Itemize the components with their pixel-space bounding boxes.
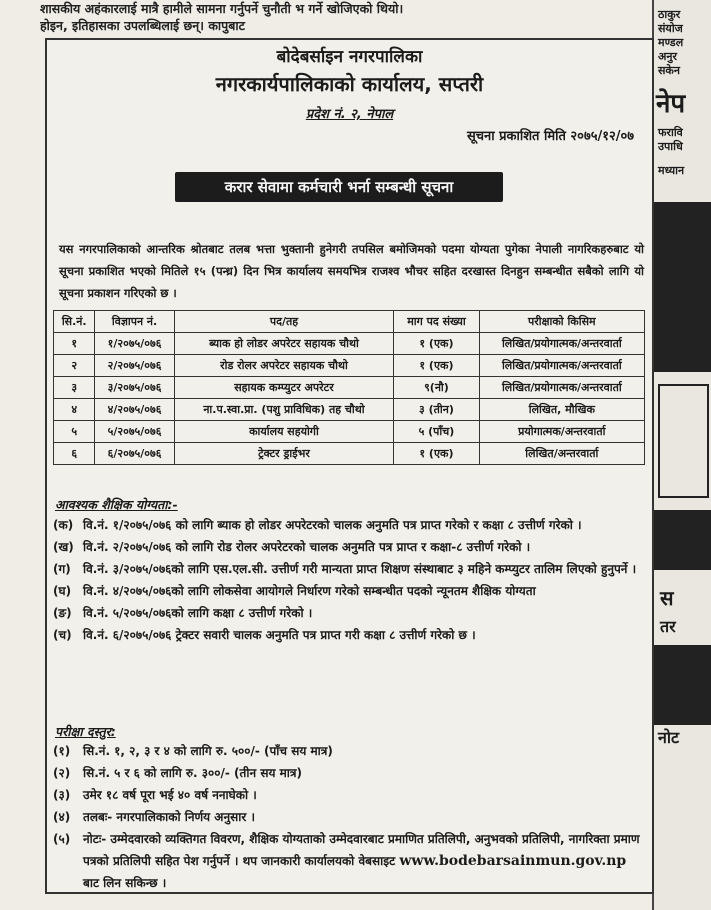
table-cell: ६/२०७५/०७६ (95, 443, 174, 465)
qualification-item (53, 536, 645, 558)
table-cell: १ (एक) (394, 355, 479, 377)
column-text: नोट (658, 728, 680, 747)
table-cell: लिखित/अन्तरवार्ता (479, 443, 644, 465)
header-cell: विज्ञापन नं. (95, 311, 174, 333)
item-text: वि.नं. ६/२०७५/०७६ ट्रेक्टर सवारी चालक अनुमति पत्र प्राप्त गरी कक्षा ८ उत्तीर्ण गरेको छ । (83, 628, 476, 642)
table-cell: सहायक कम्प्युटर अपरेटर (174, 377, 394, 399)
advertisement-block (654, 510, 711, 570)
fragment-line: शासकीय अहंकारलाई मात्रै हामीले सामना गर्नुपर्ने चुनौती भ गर्ने खोजिएको थियो। (40, 1, 404, 16)
fee-heading: परीक्षा दस्तुर: (55, 724, 116, 739)
item-label: (क) (53, 518, 74, 532)
table-cell: १/२०७५/०७६ (95, 333, 174, 355)
item-text: वि.नं. २/२०७५/०७६ को लागि रोड रोलर अपरेटरको चालक अनुमति पत्र प्राप्त र कक्षा-८ उत्तीर्ण गरेको । (83, 540, 531, 554)
header-cell: पद/तह (174, 311, 394, 333)
column-text: ठाकुर (658, 8, 681, 21)
fee-item (53, 762, 645, 784)
publication-date: सूचना प्रकाशित मिति २०७५/१२/०७ (466, 129, 634, 144)
qualification-item (53, 514, 645, 536)
note-text: नोटः- उम्मेदवारको व्यक्तिगत विवरण, शैक्षिक योग्यताको उम्मेदवारबाट प्रमाणित प्रतिलिपी, अनुभवको प्रतिलिपी, नागरिक्ता प्रमाण पत्रको प्रतिलिपी सहित पेश गर्नुपर्ने । थप जानकारी कार्यालयको वेबसाइट (83, 832, 640, 868)
table-row (54, 333, 645, 355)
item-label: (२) (53, 766, 71, 780)
note-tail: बाट लिन सकिन्छ । (83, 876, 167, 890)
office-name: नगरकार्यपालिकाको कार्यालय, सप्तरी (215, 72, 484, 96)
item-label: (च) (53, 628, 72, 642)
table-cell: प्रयोगात्मक/अन्तरवार्ता (479, 421, 644, 443)
qualification-item (53, 558, 645, 580)
column-text: सकेन (658, 64, 680, 77)
fee-item (53, 806, 645, 828)
table-cell: लिखित, मौखिक (479, 399, 644, 421)
table-cell: ५ (54, 421, 95, 443)
municipality-name: बोदेबर्साइन नगरपालिका (276, 47, 423, 67)
item-text: वि.नं. १/२०७५/०७६ को लागि ब्याक हो लोडर अपरेटरको चालक अनुमति पत्र प्राप्त गरेको र कक्षा ८ उत्तीर्ण गरेको । (83, 518, 582, 532)
table-cell: ३ (तीन) (394, 399, 479, 421)
item-text: वि.नं. ४/२०७५/०७६को लागि लोकसेवा आयोगले निर्धारण गरेको सम्बन्धीत पदको न्यूनतम शैक्षिक योग्यता (83, 584, 536, 598)
item-label: (४) (53, 810, 71, 824)
qualification-item (53, 624, 645, 646)
table-row (54, 443, 645, 465)
table-header-row (54, 311, 645, 333)
table-cell: ४/२०७५/०७६ (95, 399, 174, 421)
table-cell: २/२०७५/०७६ (95, 355, 174, 377)
table-cell: १ (एक) (394, 333, 479, 355)
item-text: सि.नं. १, २, ३ र ४ को लागि रु. ५००/- (पाँच सय मात्र) (83, 744, 333, 758)
fee-item (53, 740, 645, 762)
table-cell: ३ (54, 377, 95, 399)
item-text: उमेर १८ वर्ष पूरा भई ४० वर्ष ननाघेको । (83, 788, 257, 802)
note-label: (५) (53, 832, 71, 846)
column-text: संयोज (658, 22, 683, 35)
table-row (54, 421, 645, 443)
column-text: उपाधि (658, 140, 683, 153)
table-cell: ५/२०७५/०७६ (95, 421, 174, 443)
column-text: फरावि (658, 126, 683, 139)
table-cell: ट्रेक्टर ड्राईभर (174, 443, 394, 465)
province-line: प्रदेश नं. २, नेपाल (305, 107, 394, 122)
column-label: स (660, 586, 674, 610)
item-label: (१) (53, 744, 71, 758)
table-cell: १ (54, 333, 95, 355)
table-cell: ६ (54, 443, 95, 465)
item-text: तलबः- नगरपालिकाको निर्णय अनुसार । (83, 810, 255, 824)
column-headline: नेप (656, 89, 686, 119)
table-cell: ४ (54, 399, 95, 421)
fee-list (53, 740, 645, 828)
fragment-line: होइन, इतिहासका उपलब्धिलाई छन्। कापुबाट (40, 18, 245, 33)
item-label: (३) (53, 788, 71, 802)
vacancy-table (53, 310, 645, 465)
table-row (54, 355, 645, 377)
table-row (54, 399, 645, 421)
adjacent-column (652, 0, 711, 910)
table-cell: लिखित/प्रयोगात्मक/अन्तरवार्ता (479, 333, 644, 355)
advertisement-block (658, 384, 709, 498)
item-label: (घ) (53, 584, 72, 598)
intro-paragraph: यस नगरपालिकाको आन्तरिक श्रोतबाट तलब भत्ता भुक्तानी हुनेगरी तपसिल बमोजिमको पदमा योग्यता पुगेका नेपाली नागरिकहरुबाट यो सूचना प्रकाशित भएको मितिले १५ (पन्ध्र) दिन भित्र कार्यालय समयभित्र राजश्व भौचर सहित दरखास्त दिनहुन सम्बन्धीत सबैको लागि यो सूचना प्रकाशन गरिएको छ । (59, 242, 644, 300)
advertisement-block (654, 202, 711, 372)
header-cell: माग पद संख्या (394, 311, 479, 333)
table-cell: ब्याक हो लोडर अपरेटर सहायक चौथो (174, 333, 394, 355)
item-label: (ख) (53, 540, 74, 554)
column-text: मण्डल (658, 36, 684, 49)
table-cell: लिखित/प्रयोगात्मक/अन्तरवार्ता (479, 355, 644, 377)
table-cell: ३/२०७५/०७६ (95, 377, 174, 399)
fee-item (53, 784, 645, 806)
qualification-item (53, 580, 645, 602)
item-text: वि.नं. ५/२०७५/०७६को लागि कक्षा ८ उत्तीर्ण गरेको । (83, 606, 313, 620)
qualification-heading: आवश्यक शैक्षिक योग्यता:- (55, 497, 178, 512)
column-text: अनुर (658, 50, 678, 63)
item-text: वि.नं. ३/२०७५/०७६को लागि एस.एल.सी. उत्तीर्ण गरी मान्यता प्राप्त शिक्षण संस्थाबाट ३ महिने कम्प्युटर तालिम लिएको हुनुपर्ने । (83, 562, 637, 576)
column-text: मध्यान (658, 164, 685, 177)
item-label: (ग) (53, 562, 71, 576)
table-cell: ९(नौ) (394, 377, 479, 399)
table-cell: ना.प.स्वा.प्रा. (पशु प्राविधिक) तह चौथो (174, 399, 394, 421)
table-cell: १ (एक) (394, 443, 479, 465)
previous-article-fragment (40, 0, 655, 40)
vacancy-notice (45, 38, 654, 894)
qualification-item (53, 602, 645, 624)
item-text: सि.नं. ५ र ६ को लागि रु. ३००/- (तीन सय मात्र) (83, 766, 302, 780)
qualification-list (53, 514, 645, 646)
header-cell: परीक्षाको किसिम (479, 311, 644, 333)
table-cell: रोड रोलर अपरेटर सहायक चौथो (174, 355, 394, 377)
item-label: (ङ) (53, 606, 72, 620)
table-body (54, 333, 645, 465)
table-cell: लिखित/प्रयोगात्मक/अन्तरवार्ता (479, 377, 644, 399)
header-cell: सि.नं. (54, 311, 95, 333)
table-cell: २ (54, 355, 95, 377)
note-item (53, 828, 645, 894)
notice-title-banner: करार सेवामा कर्मचारी भर्ना सम्बन्धी सूचना (175, 172, 503, 202)
column-label: तर (660, 617, 676, 636)
table-row (54, 377, 645, 399)
website-link[interactable]: www.bodebarsainmun.gov.np (399, 853, 627, 869)
table-cell: ५ (पाँच) (394, 421, 479, 443)
advertisement-block (654, 645, 711, 725)
table-cell: कार्यालय सहयोगी (174, 421, 394, 443)
